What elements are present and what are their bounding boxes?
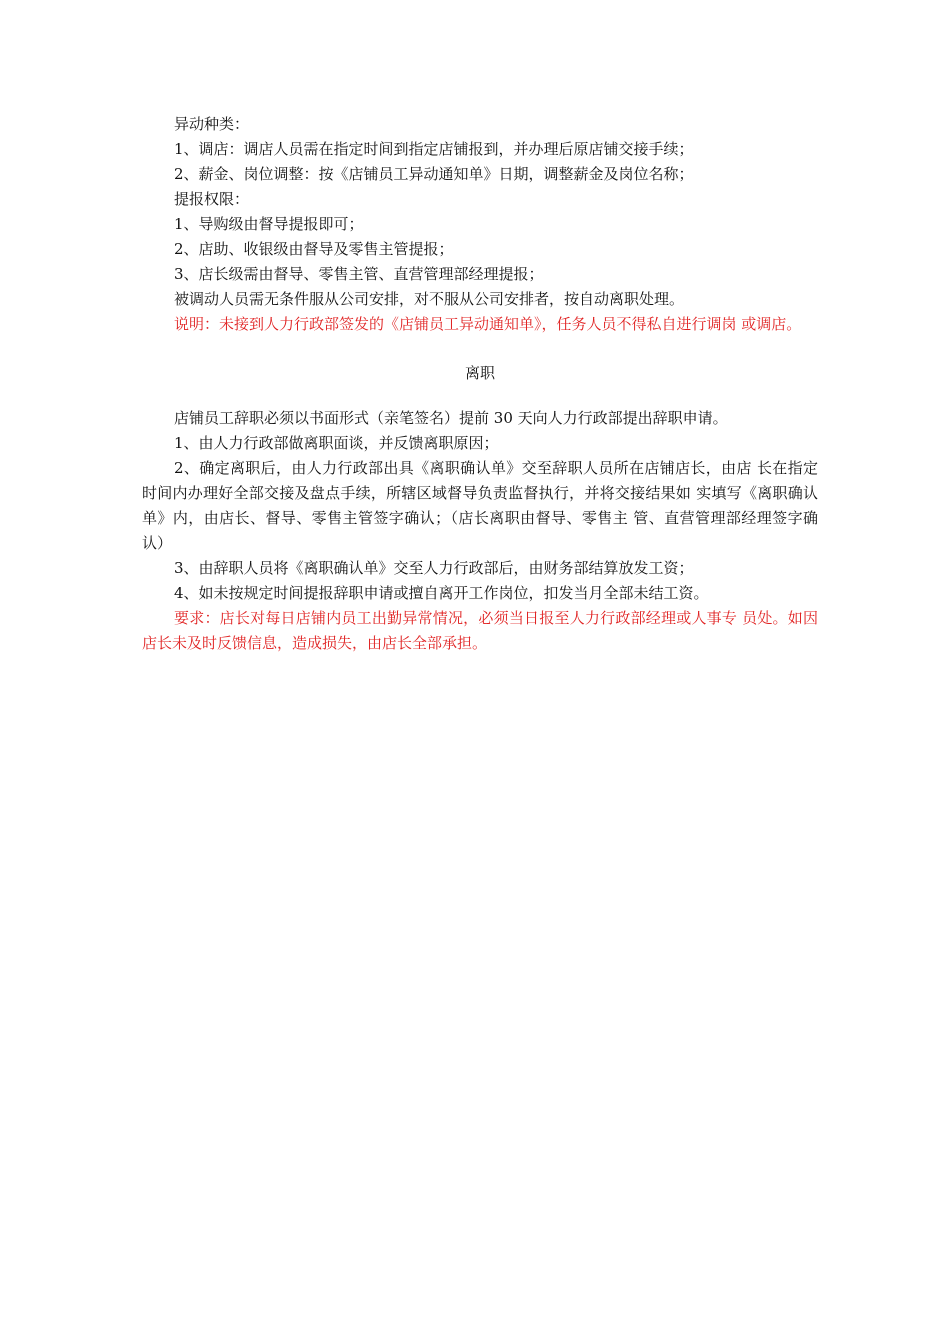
authority-label: 提报权限： — [174, 190, 250, 208]
transfer-note: 说明：未接到人力行政部签发的《店铺员工异动通知单》，任务人员不得私自进行调岗 或调店。 — [174, 315, 802, 333]
authority-item: 2、店助、收银级由督导及零售主管提报； — [174, 240, 454, 258]
authority-item: 1、导购级由督导提报即可； — [174, 215, 364, 233]
spacer — [142, 337, 818, 361]
authority-item: 3、店长级需由督导、零售主管、直营管理部经理提报； — [174, 265, 544, 283]
resignation-intro: 店铺员工辞职必须以书面形式（亲笔签名）提前 30 天向人力行政部提出辞职申请。 — [174, 409, 728, 427]
resignation-item: 2、确定离职后，由人力行政部出具《离职确认单》交至辞职人员所在店铺店长，由店 长在指定时间内办理好全部交接及盘点手续，所辖区域督导负责监督执行，并将交接结果如 实填写《离职确认单》内，由店长、督导、零售主管签字确认；（店长离职由督导、零售主 管、直营管理部经理签字确认） — [142, 459, 818, 552]
transfer-type-item: 2、薪金、岗位调整：按《店铺员工异动通知单》日期，调整薪金及岗位名称； — [174, 165, 694, 183]
spacer — [142, 386, 818, 406]
resignation-item: 4、如未按规定时间提报辞职申请或擅自离开工作岗位，扣发当月全部未结工资。 — [174, 584, 709, 602]
resignation-item: 3、由辞职人员将《离职确认单》交至人力行政部后，由财务部结算放发工资； — [174, 559, 694, 577]
document-body — [142, 112, 818, 656]
transfer-types-label: 异动种类： — [174, 115, 250, 133]
resignation-requirement: 要求：店长对每日店铺内员工出勤异常情况，必须当日报至人力行政部经理或人事专 员处。如因店长未及时反馈信息，造成损失，由店长全部承担。 — [142, 609, 818, 652]
resignation-heading: 离职 — [464, 364, 495, 382]
obey-paragraph: 被调动人员需无条件服从公司安排，对不服从公司安排者，按自动离职处理。 — [174, 290, 685, 308]
resignation-item: 1、由人力行政部做离职面谈，并反馈离职原因； — [174, 434, 499, 452]
transfer-type-item: 1、调店：调店人员需在指定时间到指定店铺报到，并办理后原店铺交接手续； — [174, 140, 694, 158]
